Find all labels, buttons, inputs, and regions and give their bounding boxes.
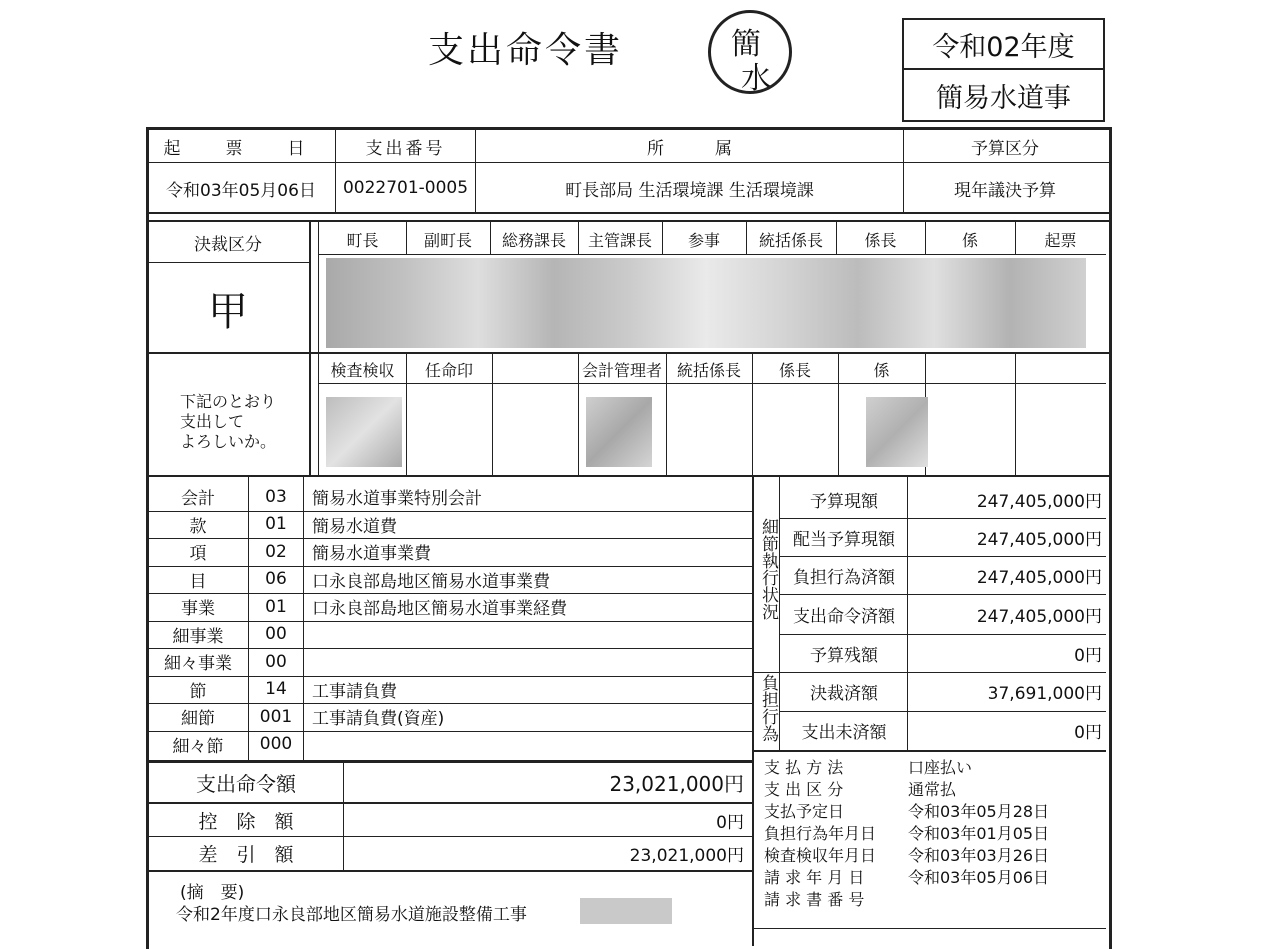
account-level-label: 細々事業 <box>164 654 232 675</box>
account-code: 01 <box>265 514 287 535</box>
summary-label: (摘 要) <box>180 883 245 903</box>
account-name: 簡易水道事業特別会計 <box>312 489 482 510</box>
approval-role-4: 主管課長 <box>587 230 652 250</box>
execution-value: 247,405,000円 <box>976 606 1102 627</box>
account-level-label: 会計 <box>181 489 215 510</box>
inspection-role-7: 係 <box>873 360 890 380</box>
execution-label: 決裁済額 <box>810 684 878 704</box>
payment-value: 令和03年01月05日 <box>908 823 1050 843</box>
execution-label: 配当予算現額 <box>793 529 895 550</box>
inspection-role-2: 任命印 <box>424 360 473 380</box>
inspection-role-6: 係長 <box>778 360 811 380</box>
role-divider-3 <box>578 222 579 255</box>
role-divider-7 <box>925 222 926 255</box>
redacted-inspection-seal <box>326 397 402 467</box>
account-level-label: 項 <box>189 544 207 565</box>
confirm-line-2: 支出して <box>180 412 245 431</box>
approval-role-2: 副町長 <box>423 230 472 250</box>
inspection-divider-3 <box>578 354 579 475</box>
execution-value: 37,691,000円 <box>987 684 1102 704</box>
account-level-label: 節 <box>189 681 207 702</box>
execution-row-divider <box>779 518 1106 519</box>
account-level-label: 目 <box>189 571 207 592</box>
seal-stamp <box>708 10 792 94</box>
commitment-side-label: 負担行為 <box>758 674 778 742</box>
execution-value: 247,405,000円 <box>976 529 1102 550</box>
department-value: 町長部局 生活環境課 生活環境課 <box>565 180 814 201</box>
payment-label: 支 出 区 分 <box>764 779 844 799</box>
inspection-divider-8 <box>1015 354 1016 475</box>
execution-label: 予算現額 <box>810 491 878 512</box>
payment-label: 支払予定日 <box>764 801 845 821</box>
account-name: 口永良部島地区簡易水道事業費 <box>312 571 550 592</box>
payment-label: 請 求 書 番 号 <box>764 889 865 909</box>
account-name <box>312 648 748 676</box>
inspection-divider-1 <box>406 354 407 475</box>
approval-role-9: 起票 <box>1044 230 1077 250</box>
redacted-approval-seals <box>326 258 1086 348</box>
account-level-label: 細事業 <box>172 626 224 647</box>
draft-date-value: 令和03年05月06日 <box>166 180 316 201</box>
inspection-divider-6 <box>838 354 839 475</box>
approval-category-value: 甲 <box>208 288 248 335</box>
role-divider-8 <box>1015 222 1016 255</box>
execution-label: 支出未済額 <box>801 723 887 743</box>
budget-category-value: 現年議決予算 <box>954 180 1056 201</box>
budget-category-header: 予算区分 <box>971 138 1039 159</box>
inspection-role-8 <box>925 356 1015 382</box>
stamp-char-1: 簡 <box>731 27 761 62</box>
account-name <box>312 621 748 649</box>
execution-label: 負担行為済額 <box>793 567 895 588</box>
expense-number-value: 0022701-0005 <box>342 178 469 198</box>
payment-label: 検査検収年月日 <box>764 845 877 865</box>
inspection-role-3 <box>492 356 578 382</box>
account-code: 03 <box>265 486 287 507</box>
inspection-divider-2 <box>492 354 493 475</box>
approval-role-8: 係 <box>961 230 978 250</box>
role-divider-5 <box>746 222 747 255</box>
inspection-role-1: 検査検収 <box>330 360 395 380</box>
net-amount-label: 差 引 額 <box>198 844 294 866</box>
execution-value: 0円 <box>1074 645 1102 666</box>
account-name: 簡易水道費 <box>312 516 397 537</box>
account-code: 001 <box>259 706 293 727</box>
redacted-summary-suffix <box>580 898 672 924</box>
inspection-role-9 <box>1015 356 1106 382</box>
inspection-role-5: 統括係長 <box>676 360 741 380</box>
fiscal-year-box: 令和02年度 <box>902 18 1105 70</box>
execution-row-divider <box>779 556 1106 557</box>
summary-text: 令和2年度口永良部地区簡易水道施設整備工事 <box>176 905 527 925</box>
approval-category-label: 決裁区分 <box>194 234 262 255</box>
document-title: 支出命令書 <box>428 30 624 71</box>
account-name: 簡易水道事業費 <box>312 544 431 565</box>
redacted-clerk-seal <box>866 397 928 467</box>
stamp-char-2: 水 <box>741 61 771 96</box>
account-code: 01 <box>265 596 287 617</box>
execution-value: 247,405,000円 <box>976 491 1102 512</box>
account-name <box>312 731 748 759</box>
deduction-value: 0円 <box>716 812 744 833</box>
execution-value: 247,405,000円 <box>976 567 1102 588</box>
execution-row-divider <box>779 634 1106 635</box>
account-code: 00 <box>265 624 287 645</box>
account-name: 口永良部島地区簡易水道事業経費 <box>312 599 567 620</box>
execution-label: 支出命令済額 <box>793 606 895 627</box>
payment-label: 請 求 年 月 日 <box>764 867 865 887</box>
account-name: 工事請負費(資産) <box>312 709 445 730</box>
execution-side-label: 細節執行状況 <box>758 518 778 620</box>
execution-label: 予算残額 <box>810 645 878 666</box>
payment-value: 口座払い <box>908 757 973 777</box>
net-amount-value: 23,021,000円 <box>629 846 744 866</box>
approval-role-3: 総務課長 <box>501 230 566 250</box>
account-code: 14 <box>265 679 287 700</box>
account-code: 000 <box>259 734 293 755</box>
execution-row-divider <box>779 711 1106 712</box>
execution-row-divider <box>779 594 1106 595</box>
payment-value: 令和03年05月28日 <box>908 801 1050 821</box>
order-amount-label: 支出命令額 <box>196 771 296 796</box>
expense-number-header: 支出番号 <box>365 138 446 159</box>
payment-value: 通常払 <box>908 779 957 799</box>
inspection-role-4: 会計管理者 <box>581 360 662 380</box>
redacted-accountant-seal <box>586 397 652 467</box>
payment-value: 令和03年03月26日 <box>908 845 1050 865</box>
confirm-line-1: 下記のとおり <box>180 392 277 411</box>
account-name: 工事請負費 <box>312 681 397 702</box>
approval-role-1: 町長 <box>346 230 379 250</box>
role-divider-1 <box>406 222 407 255</box>
confirm-line-3: よろしいか。 <box>180 432 277 451</box>
role-divider-2 <box>490 222 491 255</box>
deduction-label: 控 除 額 <box>198 810 294 833</box>
department-header: 所 属 <box>647 138 732 159</box>
account-code: 00 <box>265 651 287 672</box>
payment-value: 令和03年05月06日 <box>908 867 1050 887</box>
account-level-label: 款 <box>189 516 207 537</box>
role-divider-6 <box>836 222 837 255</box>
draft-date-header: 起 票 日 <box>163 138 319 159</box>
role-divider-4 <box>662 222 663 255</box>
execution-value: 0円 <box>1074 723 1102 743</box>
inspection-divider-4 <box>666 354 667 475</box>
approval-role-6: 統括係長 <box>758 230 823 250</box>
inspection-divider-5 <box>752 354 753 475</box>
approval-role-7: 係長 <box>864 230 897 250</box>
approval-role-5: 参事 <box>687 230 720 250</box>
approval-confirm-text <box>180 392 276 452</box>
order-amount-value: 23,021,000円 <box>609 771 744 796</box>
account-level-label: 細節 <box>181 709 215 730</box>
account-code: 02 <box>265 541 287 562</box>
account-code: 06 <box>265 569 287 590</box>
payment-value <box>908 887 1104 909</box>
project-label-box: 簡易水道事 <box>902 68 1105 122</box>
account-level-label: 細々節 <box>172 736 224 757</box>
account-level-label: 事業 <box>181 599 215 620</box>
payment-label: 負担行為年月日 <box>764 823 877 843</box>
payment-label: 支 払 方 法 <box>764 757 844 777</box>
